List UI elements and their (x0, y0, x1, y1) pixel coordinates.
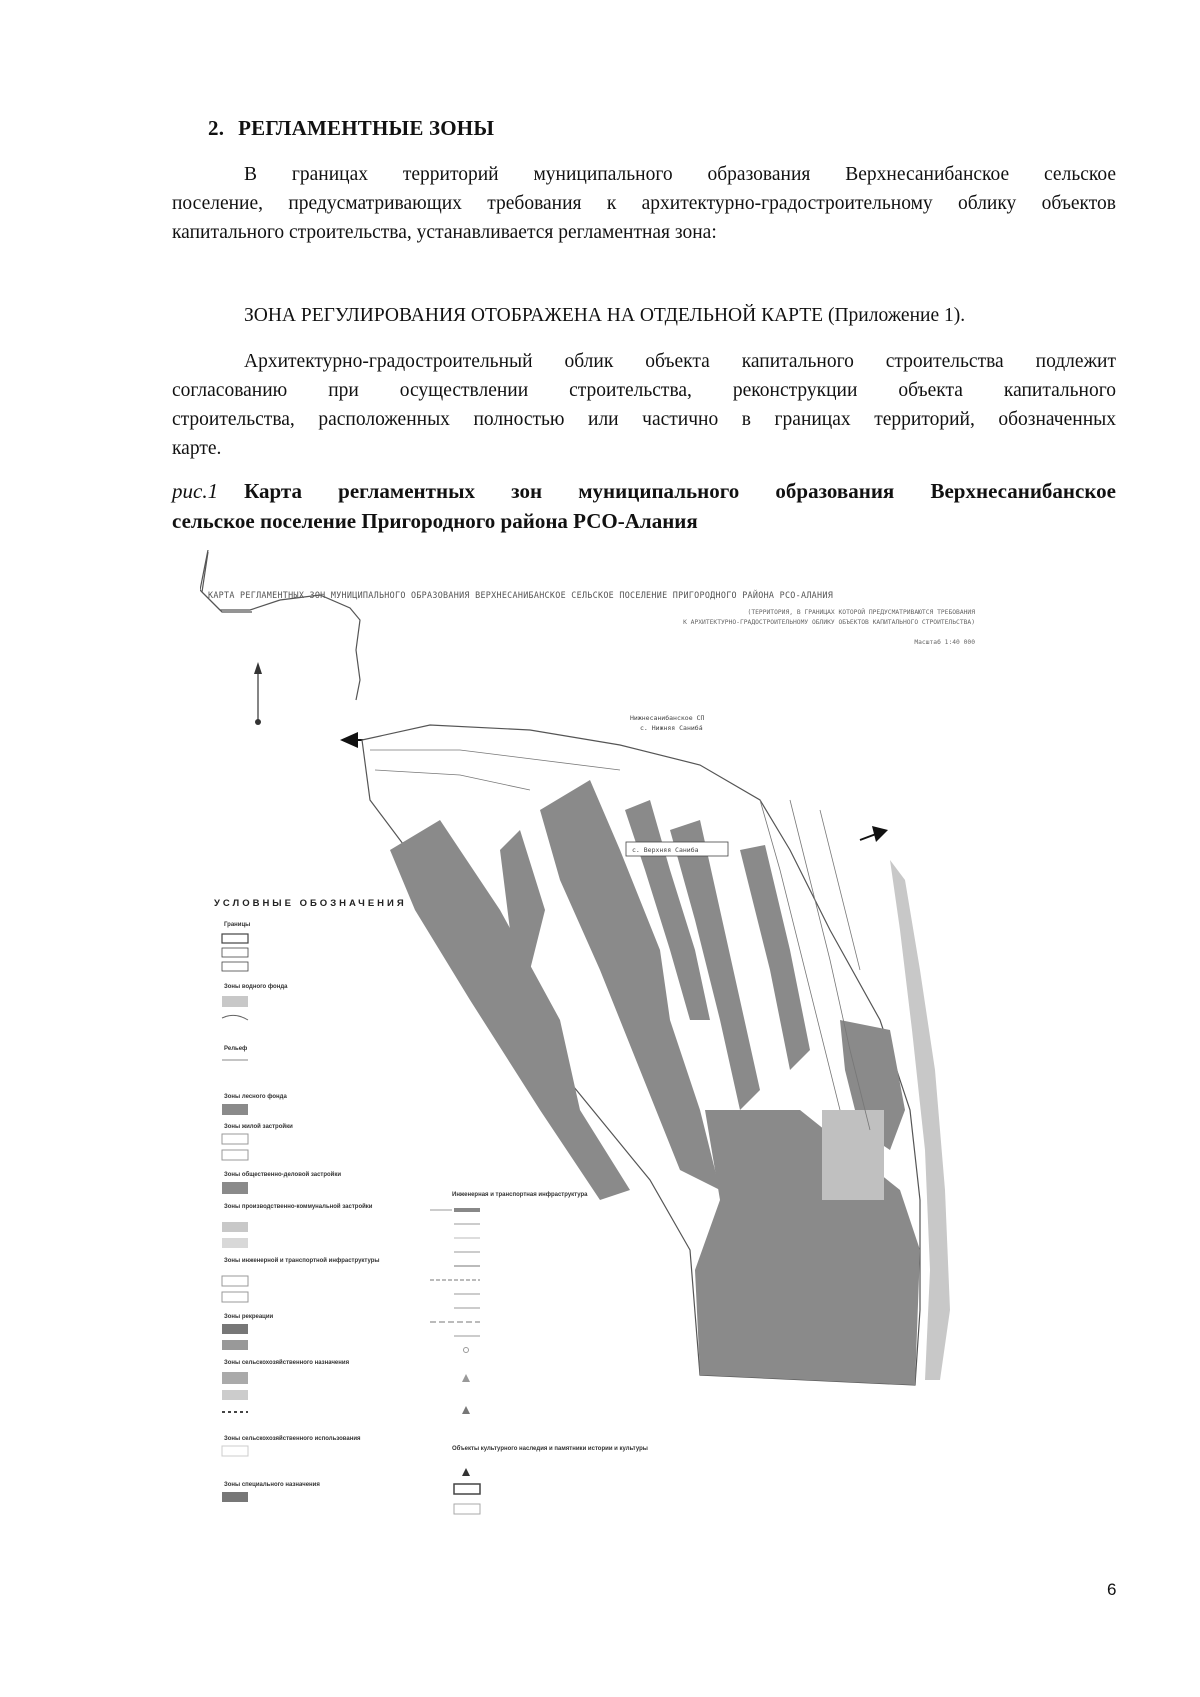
paragraph-line: Архитектурно-градостроительный облик объекта капитального строительства подлежит (244, 351, 1116, 372)
legend-left-column (222, 922, 380, 1502)
caption-text-1: Карта регламентных зон муниципального образования Верхнесанибанское (244, 479, 1116, 503)
map-title: КАРТА РЕГЛАМЕНТНЫХ ЗОН МУНИЦИПАЛЬНОГО ОБРАЗОВАНИЯ ВЕРХНЕСАНИБАНСКОЕ СЕЛЬСКОЕ ПОСЕЛЕНИЕ ПРИГОРОДНОГО РАЙОНА РСО-АЛАНИЯ (208, 590, 834, 600)
paragraph-line: капитального строительства, устанавливается регламентная зона: (172, 222, 717, 243)
intro-paragraph (172, 160, 1116, 247)
paragraph-line: карте. (172, 438, 222, 459)
paragraph-line: В границах территорий муниципального образования Верхнесанибанское сельское (244, 164, 1116, 185)
paragraph-line: поселение, предусматривающих требования к архитектурно-градостроительному облику объектов (172, 193, 1116, 214)
north-arrow-icon (254, 662, 262, 725)
page-number: 6 (1107, 1580, 1117, 1599)
caption-line (172, 476, 1116, 506)
direction-arrow-icon (860, 826, 888, 842)
figure-label: рис.1 (172, 479, 219, 503)
paragraph-line: строительства, расположенных полностью или частично в границах территорий, обозначенных (172, 409, 1116, 430)
paragraph-line: согласованию при осуществлении строительства, реконструкции объекта капитального (172, 380, 1116, 401)
neighbor-settlement-label-2: с. Нижняя Санибá (640, 724, 703, 732)
map-scale: Масштаб 1:40 000 (914, 639, 975, 646)
legend-heading: Зоны производственно-коммунальной застройки (224, 1204, 373, 1210)
legend-heading: Границы (224, 922, 251, 928)
agricultural-zone (822, 1110, 884, 1200)
section-number: 2. (208, 116, 225, 140)
map-subtitle-2: К АРХИТЕКТУРНО-ГРАДОСТРОИТЕЛЬНОМУ ОБЛИКУ ОБЪЕКТОВ КАПИТАЛЬНОГО СТРОИТЕЛЬСТВА) (683, 619, 975, 626)
map-subtitle-1: (ТЕРРИТОРИЯ, В ГРАНИЦАХ КОТОРОЙ ПРЕДУСМАТРИВАЮТСЯ ТРЕБОВАНИЯ (747, 609, 975, 616)
legend-heading: Зоны специального назначения (224, 1482, 320, 1488)
section-heading (208, 116, 494, 141)
zone-note: ЗОНА РЕГУЛИРОВАНИЯ ОТОБРАЖЕНА НА ОТДЕЛЬНОЙ КАРТЕ (Приложение 1). (244, 305, 966, 326)
approval-paragraph (172, 347, 1116, 463)
district-boundary-line (200, 550, 360, 700)
regulation-zones-map (200, 550, 1000, 1650)
legend-title: УСЛОВНЫЕ ОБОЗНАЧЕНИЯ (214, 898, 407, 909)
section-title: РЕГЛАМЕНТНЫЕ ЗОНЫ (238, 116, 495, 140)
legend-heading: Зоны рекреации (224, 1314, 274, 1320)
legend-heading: Зоны общественно-деловой застройки (224, 1172, 342, 1178)
figure-caption (172, 476, 1116, 536)
legend-heading: Зоны водного фонда (224, 984, 288, 990)
legend-heading: Рельеф (224, 1046, 248, 1052)
district-boundary-line-2 (202, 552, 252, 612)
legend-heading: Объекты культурного наследия и памятники истории и культуры (452, 1446, 648, 1452)
legend-heading: Зоны жилой застройки (224, 1124, 293, 1130)
caption-text-2: сельское поселение Пригородного района РСО-Алания (172, 509, 698, 533)
legend-heading: Зоны лесного фонда (224, 1094, 287, 1100)
legend-right-column (430, 1191, 648, 1514)
village-label: с. Верхняя Саниба (632, 846, 699, 854)
legend-heading: Зоны сельскохозяйственного назначения (224, 1360, 350, 1366)
legend-heading: Инженерная и транспортная инфраструктура (452, 1192, 588, 1198)
legend-heading: Зоны инженерной и транспортной инфраструктуры (224, 1258, 380, 1264)
legend-heading: Зоны сельскохозяйственного использования (224, 1436, 361, 1442)
neighbor-settlement-label-1: Нижнесанибанское СП (630, 714, 705, 722)
